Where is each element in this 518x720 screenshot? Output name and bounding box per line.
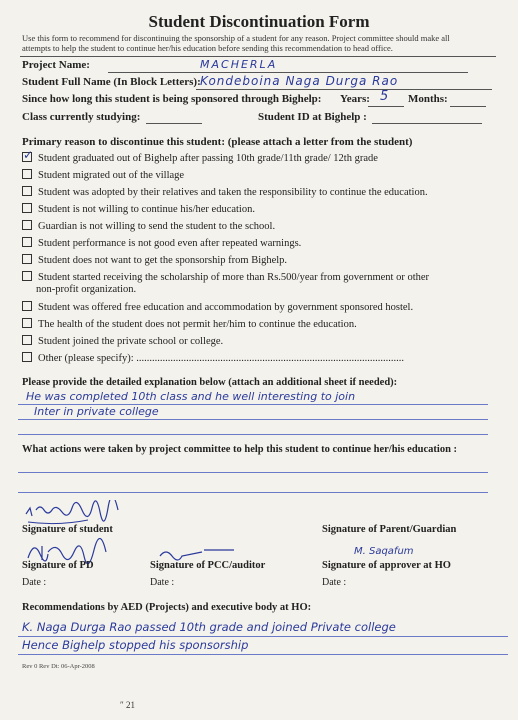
explanation-label: Please provide the detailed explanation below (attach an additional sheet if needed): bbox=[22, 377, 398, 388]
student-id-underline bbox=[372, 123, 482, 124]
reason-label: The health of the student does not permit her/him to continue the education. bbox=[38, 319, 357, 330]
reason-label: Student migrated out of the village bbox=[38, 170, 185, 181]
approver-name: M. Saqafum bbox=[354, 546, 414, 557]
parent-signature-label: Signature of Parent/Guardian bbox=[322, 524, 457, 535]
form-title: Student Discontinuation Form bbox=[148, 12, 370, 31]
intro-line-2: attempts to help the student to continue her/his education before sending this recommendation to head office. bbox=[22, 43, 393, 53]
reasons-heading: Primary reason to discontinue this student: (please attach a letter from the student) bbox=[22, 136, 413, 148]
reason-label: Guardian is not willing to send the student to the school. bbox=[38, 221, 276, 232]
reason-label: Student joined the private school or college. bbox=[38, 336, 224, 347]
checkbox[interactable] bbox=[22, 203, 32, 213]
approver-signature-label: Signature of approver at HO bbox=[322, 560, 451, 571]
reason-label: Student is not willing to continue his/her education. bbox=[38, 204, 255, 215]
reason-option-11[interactable] bbox=[22, 335, 223, 347]
reason-option-7[interactable] bbox=[22, 254, 287, 266]
months-underline bbox=[450, 106, 486, 107]
student-signature-label: Signature of student bbox=[22, 524, 113, 535]
checkbox[interactable] bbox=[22, 254, 32, 264]
checkbox[interactable] bbox=[22, 318, 32, 328]
explanation-line-2[interactable]: Inter in private college bbox=[34, 405, 159, 418]
reason-label: Student does not want to get the sponsorship from Bighelp. bbox=[38, 255, 288, 266]
checkbox[interactable] bbox=[22, 220, 32, 230]
explanation-underline-2 bbox=[18, 419, 488, 420]
checkbox[interactable] bbox=[22, 271, 32, 281]
reason-label: Student performance is not good even after repeated warnings. bbox=[38, 238, 302, 249]
reason-option-5[interactable] bbox=[22, 220, 275, 232]
pd-date-label: Date : bbox=[22, 577, 47, 588]
checkbox[interactable] bbox=[22, 301, 32, 311]
intro-line-1: Use this form to recommend for discontinuing the sponsorship of a student for any reason. Project committee should make all bbox=[22, 33, 450, 43]
pcc-date-label: Date : bbox=[150, 577, 175, 588]
reason-option-3[interactable] bbox=[22, 186, 428, 198]
actions-label: What actions were taken by project committee to help this student to continue her/his education : bbox=[22, 444, 458, 455]
years-underline bbox=[368, 106, 404, 107]
reason-label: Student started receiving the scholarship of more than Rs.500/year from government or other bbox=[38, 272, 430, 283]
revision-note: Rev 0 Rev Dt: 06-Apr-2008 bbox=[22, 663, 95, 670]
reason-option-12[interactable] bbox=[22, 352, 404, 364]
reason-option-10[interactable] bbox=[22, 318, 357, 330]
checkbox[interactable] bbox=[22, 335, 32, 345]
project-name-value[interactable]: MACHERLA bbox=[200, 58, 278, 71]
recommendations-label: Recommendations by AED (Projects) and executive body at HO: bbox=[22, 602, 312, 613]
header-divider bbox=[20, 56, 496, 57]
approver-date-label: Date : bbox=[322, 577, 347, 588]
recommendations-line-2[interactable]: Hence Bighelp stopped his sponsorship bbox=[22, 638, 249, 652]
reason-label: Student graduated out of Bighelp after passing 10th grade/11th grade/ 12th grade bbox=[38, 153, 378, 164]
reason-option-9[interactable] bbox=[22, 301, 413, 313]
pcc-signature-label: Signature of PCC/auditor bbox=[150, 560, 266, 571]
project-name-label: Project Name: bbox=[22, 59, 90, 71]
explanation-line-1[interactable]: He was completed 10th class and he well interesting to join bbox=[26, 390, 356, 403]
reason-option-8[interactable] bbox=[22, 271, 429, 283]
class-label: Class currently studying: bbox=[22, 111, 141, 123]
recommendations-underline-1 bbox=[18, 636, 508, 637]
checkbox[interactable] bbox=[22, 352, 32, 362]
since-label: Since how long this student is being sponsored through Bighelp: bbox=[22, 93, 322, 105]
years-value[interactable]: 5 bbox=[380, 89, 389, 104]
class-underline bbox=[146, 123, 202, 124]
checkbox[interactable] bbox=[22, 237, 32, 247]
student-name-value[interactable]: Kondeboina Naga Durga Rao bbox=[200, 74, 399, 88]
reason-option-6[interactable] bbox=[22, 237, 301, 249]
reason-label: Student was offered free education and accommodation by government sponsored hostel. bbox=[38, 302, 414, 313]
months-label: Months: bbox=[408, 93, 448, 105]
project-name-underline bbox=[108, 72, 468, 73]
reason-label: Student was adopted by their relatives and taken the responsibility to continue the education. bbox=[38, 187, 428, 198]
reason-option-1[interactable] bbox=[22, 152, 378, 164]
student-name-label: Student Full Name (In Block Letters): bbox=[22, 76, 201, 88]
reason-option-4[interactable] bbox=[22, 203, 255, 215]
pd-signature-label: Signature of PD bbox=[22, 560, 94, 571]
checkbox[interactable] bbox=[22, 186, 32, 196]
actions-underline-1 bbox=[18, 472, 488, 473]
reason-label: Other (please specify): ...................................................................................................... bbox=[38, 353, 404, 364]
reason-option-8-continued: non-profit organization. bbox=[36, 284, 137, 295]
checkbox[interactable] bbox=[22, 152, 32, 162]
reason-option-2[interactable] bbox=[22, 169, 184, 181]
checkbox[interactable] bbox=[22, 169, 32, 179]
years-label: Years: bbox=[340, 93, 370, 105]
recommendations-underline-2 bbox=[18, 654, 508, 655]
recommendations-line-1[interactable]: K. Naga Durga Rao passed 10th grade and joined Private college bbox=[22, 620, 396, 634]
student-id-label: Student ID at Bighelp : bbox=[258, 111, 367, 123]
explanation-underline-3 bbox=[18, 434, 488, 435]
student-name-underline bbox=[196, 89, 492, 90]
footer-scribble: ″ 21 bbox=[120, 700, 135, 710]
actions-underline-2 bbox=[18, 492, 488, 493]
student-signature-scribble bbox=[22, 500, 142, 526]
